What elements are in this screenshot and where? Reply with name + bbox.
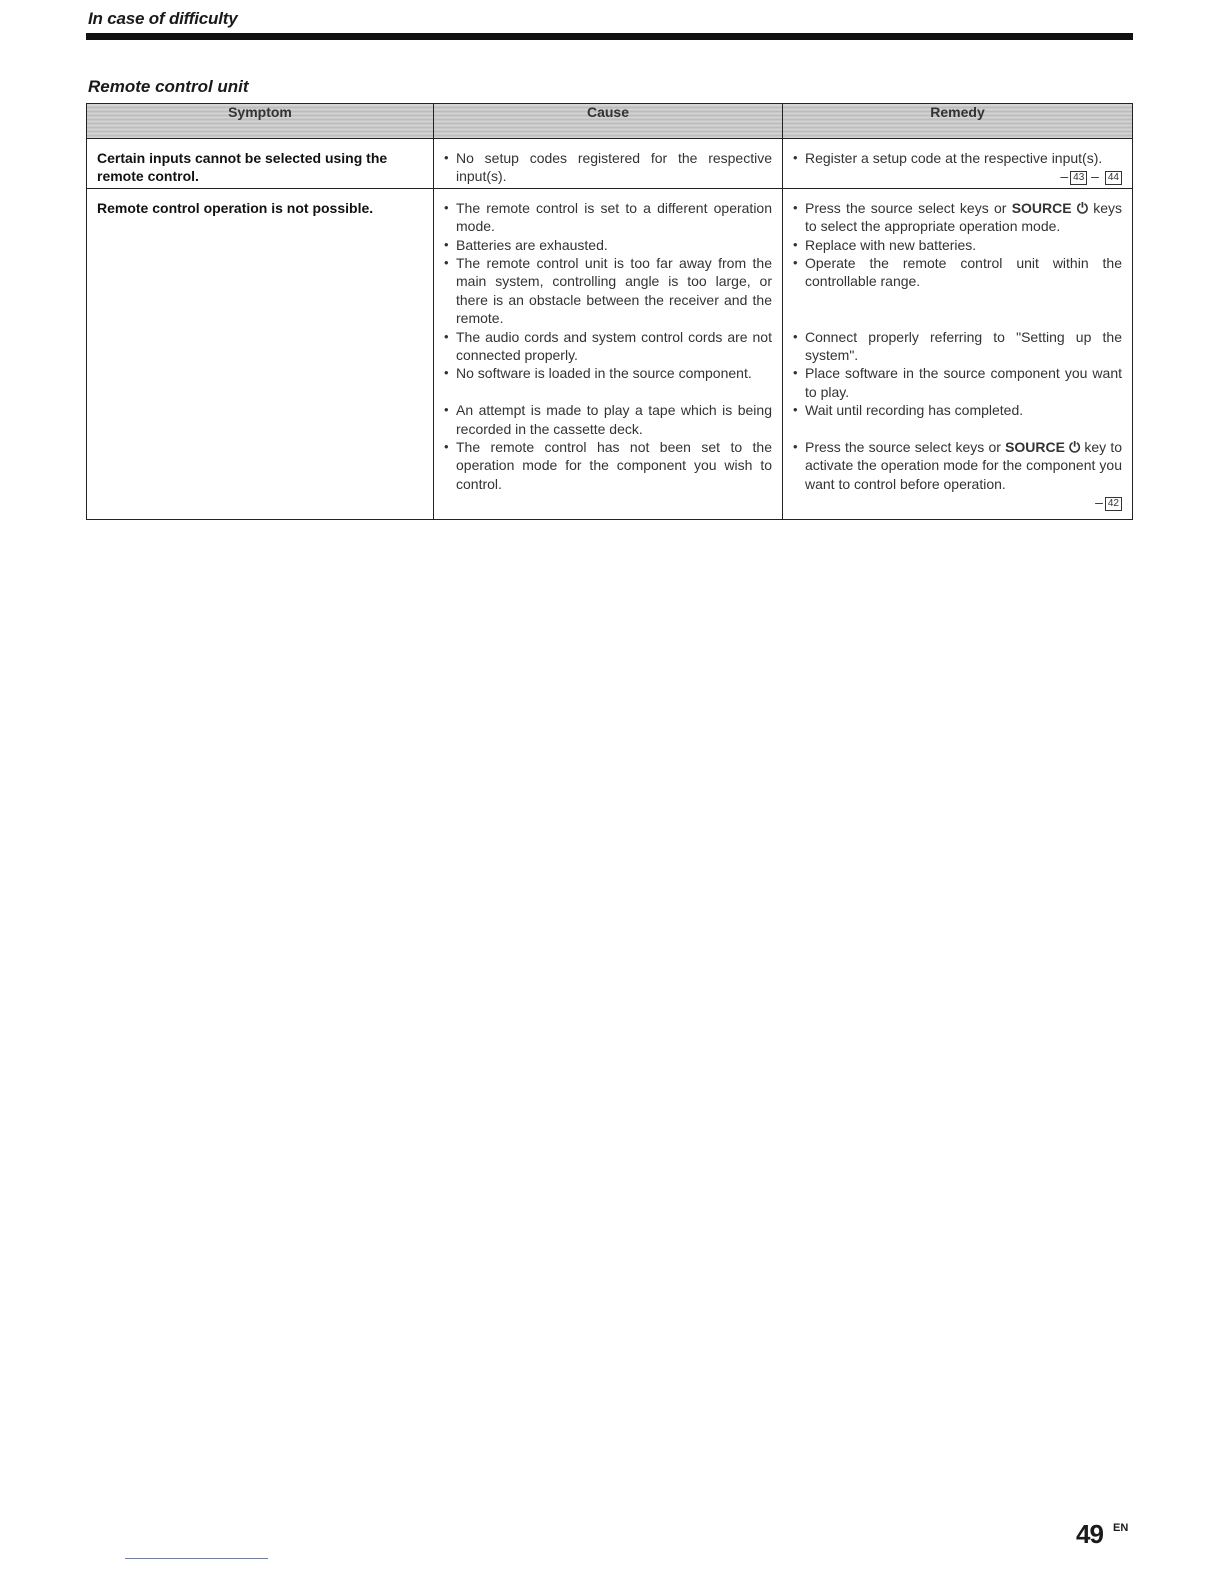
- remedy-item: • Replace with new batteries.: [793, 236, 1122, 254]
- cause-cell: [434, 139, 783, 189]
- symptom-cell: [87, 139, 434, 189]
- column-header-remedy: Remedy: [783, 104, 1133, 139]
- troubleshooting-table: [86, 103, 1133, 520]
- page-language-code: EN: [1113, 1522, 1129, 1534]
- cause-item: • The remote control has not been set to the operation mode for the component you wish to control.: [444, 438, 772, 493]
- page-reference: – 43 – 44: [793, 167, 1122, 185]
- remedy-cell: [783, 139, 1133, 189]
- page-reference: – 42: [793, 493, 1122, 511]
- table-row: [87, 139, 1133, 189]
- cause-item: • The remote control is set to a different operation mode.: [444, 199, 772, 236]
- cause-cell: [434, 188, 783, 519]
- cause-item: • No setup codes registered for the respective input(s).: [444, 149, 772, 186]
- section-title: Remote control unit: [88, 77, 249, 96]
- page-number: 49: [1076, 1519, 1103, 1549]
- remedy-item: • Register a setup code at the respective input(s).: [793, 149, 1122, 167]
- source-key-label: SOURCE ⏻: [1005, 439, 1081, 456]
- remedy-item: • Connect properly referring to "Setting up the system".: [793, 328, 1122, 365]
- cause-item: • An attempt is made to play a tape which is being recorded in the cassette deck.: [444, 401, 772, 438]
- table-header-row: [87, 104, 1133, 139]
- remedy-item: • Operate the remote control unit within the controllable range.: [793, 254, 1122, 291]
- cause-item: • Batteries are exhausted.: [444, 236, 772, 254]
- footer-line: [125, 1558, 268, 1559]
- page-header-title: In case of difficulty: [88, 9, 238, 28]
- remedy-item: • Wait until recording has completed.: [793, 401, 1122, 419]
- symptom-text: Certain inputs cannot be selected using the remote control.: [97, 150, 388, 185]
- cause-item: • The audio cords and system control cords are not connected properly.: [444, 328, 772, 365]
- symptom-cell: [87, 188, 434, 519]
- symptom-text: Remote control operation is not possible.: [97, 199, 374, 216]
- remedy-item: • Press the source select keys or SOURCE ⏻ keys to select the appropriate operation mode.: [793, 199, 1122, 236]
- remedy-cell: [783, 188, 1133, 519]
- table-row: [87, 188, 1133, 519]
- remedy-item: • Press the source select keys or SOURCE ⏻ key to activate the operation mode for the component you want to control before operation.: [793, 438, 1122, 493]
- remedy-item: • Place software in the source component you want to play.: [793, 364, 1122, 401]
- cause-item: • The remote control unit is too far away from the main system, controlling angle is too large, or there is an obstacle between the receiver and the remote.: [444, 254, 772, 328]
- column-header-symptom: Symptom: [87, 104, 434, 139]
- page-ref-box: 43: [1070, 171, 1087, 185]
- page-ref-box: 44: [1105, 171, 1122, 185]
- cause-item: • No software is loaded in the source component.: [444, 364, 772, 382]
- header-rule: [86, 33, 1133, 40]
- source-key-label: SOURCE ⏻: [1011, 199, 1088, 216]
- column-header-cause: Cause: [434, 104, 783, 139]
- page-ref-box: 42: [1105, 497, 1122, 511]
